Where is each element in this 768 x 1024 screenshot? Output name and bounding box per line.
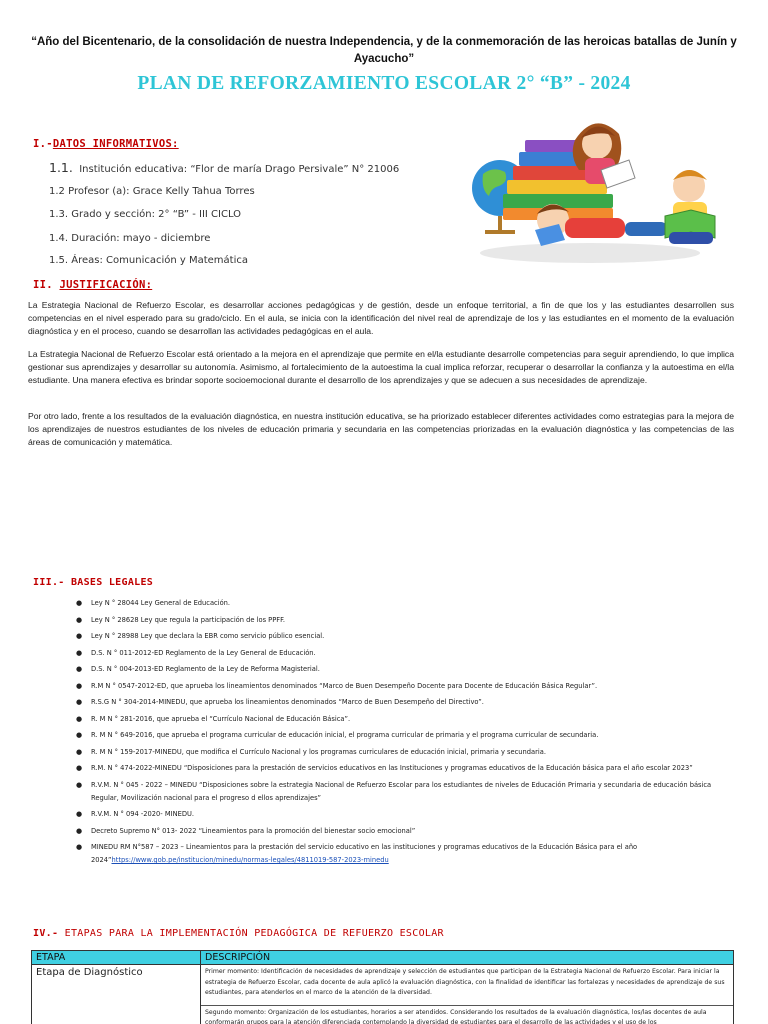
info-item-text: Grado y sección: 2° “B” - III CICLO bbox=[71, 209, 242, 220]
info-item-2 bbox=[49, 186, 255, 197]
column-header-description: DESCRIPCIÓN bbox=[201, 951, 734, 965]
law-text: Ley N ° 28628 Ley que regula la participación de los PPFF. bbox=[91, 615, 285, 624]
law-text: R. M N ° 159-2017-MINEDU, que modifica el Currículo Nacional y los programas curriculares de educación inicial, primaria y secundaria. bbox=[91, 747, 546, 756]
section-3-title: BASES LEGALES bbox=[70, 577, 154, 588]
bullet-icon: ● bbox=[76, 648, 83, 657]
info-item-text: Profesor (a): Grace Kelly Tahua Torres bbox=[68, 186, 255, 197]
bullet-icon: ● bbox=[76, 714, 83, 723]
list-item bbox=[76, 696, 736, 709]
stage-cell: Etapa de Diagnóstico bbox=[32, 965, 201, 1024]
column-header-stage: ETAPA bbox=[32, 951, 201, 965]
law-text: R. M N ° 649-2016, que aprueba el programa curricular de educación inicial, el programa curricular de primaria y el programa curricular de secundaria. bbox=[91, 731, 599, 739]
boy-sitting bbox=[665, 170, 715, 244]
section-4-heading bbox=[33, 928, 444, 939]
law-text: Ley N ° 28988 Ley que declara la EBR como servicio público esencial. bbox=[91, 632, 325, 640]
list-item bbox=[76, 825, 736, 838]
section-1-number: I.- bbox=[33, 138, 53, 150]
section-3-number: III.- bbox=[33, 577, 65, 588]
bullet-icon: ● bbox=[76, 665, 83, 673]
info-item-number: 1.1. bbox=[49, 160, 73, 175]
list-item bbox=[76, 779, 736, 805]
bullet-icon: ● bbox=[76, 599, 83, 607]
list-item bbox=[76, 808, 736, 821]
list-item bbox=[76, 713, 736, 726]
legal-bases-list bbox=[76, 597, 736, 871]
bullet-icon: ● bbox=[76, 632, 83, 640]
list-item bbox=[76, 746, 736, 759]
info-item-number: 1.4. bbox=[49, 233, 69, 244]
section-2-heading bbox=[33, 279, 152, 291]
year-motto: “Año del Bicentenario, de la consolidación de nuestra Independencia, y de la conmemoración de las heroicas batallas de Junín y Ayacucho” bbox=[31, 36, 737, 65]
info-item-number: 1.5. bbox=[49, 255, 69, 266]
list-item bbox=[76, 663, 736, 676]
bullet-icon: ● bbox=[76, 764, 83, 772]
bullet-icon: ● bbox=[76, 780, 83, 789]
law-text: Ley N ° 28044 Ley General de Educación. bbox=[91, 599, 231, 607]
list-item bbox=[76, 630, 736, 643]
justification-paragraph-3: Por otro lado, frente a los resultados de la evaluación diagnóstica, en nuestra institución educativa, se ha priorizado establecer diferentes actividades como estrategias para la mejora de los aprendizajes de nuestros estudiantes de los niveles de educación primaria y secundaria en las competencias priorizadas en la evaluación diagnóstica y las competencias de las áreas de comunicación y matemática. bbox=[28, 411, 734, 447]
bullet-icon: ● bbox=[76, 747, 83, 756]
info-item-text: Áreas: Comunicación y Matemática bbox=[71, 255, 249, 266]
bullet-icon: ● bbox=[76, 698, 83, 706]
description-cell bbox=[201, 965, 734, 1024]
info-item-number: 1.2 bbox=[49, 186, 65, 197]
justification-paragraph-1: La Estrategia Nacional de Refuerzo Escolar, es desarrollar acciones pedagógicas y de gestión, desde un enfoque territorial, a fin de que los y las estudiantes desarrollen sus competencias en el nivel esperado para su grado/ciclo. En el aula, se inicia con la identificación del nivel real de aprendizaje de los y las estudiantes en el momento de la evaluación diagnóstica y en el proceso, cuando se desarrollan las actividades pedagógicas en el aula. bbox=[28, 300, 734, 336]
list-item bbox=[76, 597, 736, 610]
law-text: R.M N ° 0547-2012-ED, que aprueba los lineamientos denominados “Marco de Buen Desempeño Docente para Docente de Educación Básica Regular”. bbox=[91, 681, 598, 690]
section-4-title: ETAPAS PARA LA IMPLEMENTACIÓN PEDAGÓGICA DE REFUERZO ESCOLAR bbox=[64, 928, 444, 939]
section-1-heading bbox=[33, 138, 179, 150]
info-item-number: 1.3. bbox=[49, 209, 69, 220]
list-item bbox=[76, 614, 736, 627]
law-text: D.S. N ° 004-2013-ED Reglamento de la Ley de Reforma Magisterial. bbox=[91, 665, 320, 673]
law-text: R.V.M. N ° 094 -2020- MINEDU. bbox=[91, 810, 194, 818]
list-item bbox=[76, 647, 736, 660]
list-item bbox=[76, 841, 736, 867]
info-item-5 bbox=[49, 255, 248, 266]
section-3-heading bbox=[33, 577, 153, 588]
law-text: R.S.G N ° 304-2014-MINEDU, que aprueba los lineamientos denominados “Marco de Buen Desempeño del Directivo”. bbox=[91, 698, 484, 706]
list-item bbox=[76, 762, 736, 775]
info-item-3 bbox=[49, 209, 241, 220]
description-second-moment: Segundo momento: Organización de los estudiantes, horarios a ser atendidos. Considerando los resultados de la evaluación diagnóstica, los/las docentes de aula conformarán grupos para la atención diferenciada contemplando la diversidad de estudiantes para el desarrollo de las actividades y el uso de los bbox=[201, 1005, 733, 1024]
law-text: D.S. N ° 011-2012-ED Reglamento de la Ley General de Educación. bbox=[91, 648, 316, 657]
law-text: R. M N ° 281-2016, que aprueba el “Currículo Nacional de Educación Básica”. bbox=[91, 714, 351, 723]
section-1-title: DATOS INFORMATIVOS: bbox=[52, 138, 179, 150]
page-title: PLAN DE REFORZAMIENTO ESCOLAR 2° “B” - 2024 bbox=[137, 73, 631, 94]
law-text: R.V.M. N ° 045 - 2022 – MINEDU “Disposiciones sobre la estrategia Nacional de Refuerzo Escolar para los estudiantes de niveles de Educación Primaria y secundaria de educación básica Regular, Movilización nacional para el progreso d ellos aprendizajes” bbox=[91, 780, 712, 802]
info-item-4 bbox=[49, 233, 210, 244]
law-text: R.M. N ° 474-2022-MINEDU “Disposiciones para la prestación de servicios educativos en las Instituciones y programas educativos de la Educación básica para el año escolar 2023” bbox=[91, 764, 693, 772]
section-4-number: IV.- bbox=[33, 928, 59, 939]
list-item bbox=[76, 729, 736, 742]
bullet-icon: ● bbox=[76, 615, 83, 624]
justification-paragraph-2: La Estrategia Nacional de Refuerzo Escolar está orientado a la mejora en el aprendizaje que permite en el/la estudiante desarrolle competencias para seguir aprendiendo, lo que implica gestionar sus aprendizajes y desarrollar su autonomía. Asimismo, al fortalecimiento de la autoestima la cual implica reforzar, recuperar o desarrollar la confianza y la autoestima en el/la estudiante. Una manera efectiva es brindar soporte socioemocional durante el desarrollo de los aprendizajes y que se adecuen a sus necesidades de aprendizaje. bbox=[28, 349, 734, 385]
bullet-icon: ● bbox=[76, 810, 83, 818]
list-item bbox=[76, 680, 736, 693]
bullet-icon: ● bbox=[76, 681, 83, 690]
info-item-text: Duración: mayo - diciembre bbox=[71, 233, 211, 244]
bullet-icon: ● bbox=[76, 731, 83, 739]
bullet-icon: ● bbox=[76, 843, 83, 851]
stages-table bbox=[31, 950, 734, 1024]
table-header-row bbox=[32, 951, 734, 965]
bullet-icon: ● bbox=[76, 826, 83, 835]
section-2-number: II. bbox=[33, 279, 53, 291]
info-item-text: Institución educativa: “Flor de maría Drago Persivale” N° 21006 bbox=[79, 164, 400, 175]
section-2-title: JUSTIFICACIÓN: bbox=[59, 279, 153, 291]
info-item-1 bbox=[49, 160, 399, 175]
law-text: MINEDU RM N°587 – 2023 – Lineamientos para la prestación del servicio educativo en las instituciones y programas educativos de la Educación Básica para el año 2024” bbox=[91, 843, 638, 864]
children-reading-illustration bbox=[455, 108, 730, 268]
table-row bbox=[32, 965, 734, 1024]
law-text: Decreto Supremo N° 013- 2022 “Lineamientos para la promoción del bienestar socio emocional” bbox=[91, 826, 416, 835]
shadow bbox=[480, 243, 700, 263]
minedu-norm-link[interactable]: https://www.gob.pe/institucion/minedu/normas-legales/4811019-587-2023-minedu bbox=[111, 856, 389, 864]
description-first-moment: Primer momento: Identificación de necesidades de aprendizaje y selección de estudiantes que participan de la Estrategia Nacional de Refuerzo Escolar. Para iniciar la estrategia de Refuerzo Escolar, cada docente de aula aplicó la evaluación diagnóstica, con la finalidad de identificar las fortalezas y necesidades de aprendizaje de sus estudiantes, para atenderlos en el marco de la atención de la diversidad. bbox=[205, 968, 725, 996]
